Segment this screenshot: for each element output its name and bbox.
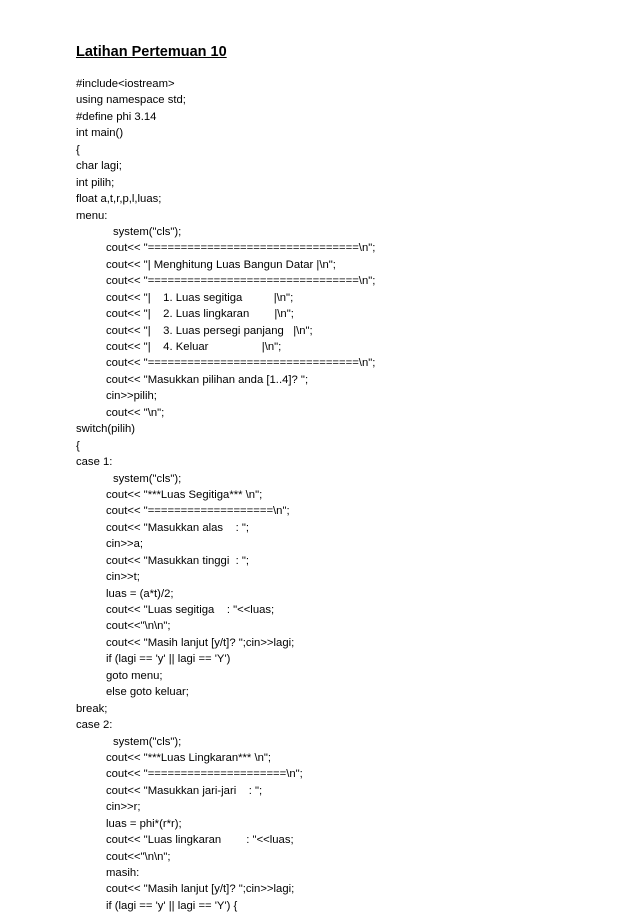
code-line: cout<< "Masukkan jari-jari : "; [106,784,263,797]
code-line: { [76,143,80,156]
code-line: luas = (a*t)/2; [106,587,174,600]
code-line: cout<< "Luas segitiga : "<<luas; [106,604,275,616]
code-line: cout<< "| 3. Luas persegi panjang |\n"; [106,324,313,337]
code-line: { [76,439,80,452]
code-line: cout<< "================================\n"; [106,242,376,255]
code-line: cout<<"\n\n"; [106,620,171,633]
code-line: cout<< "| 4. Keluar |\n"; [106,341,282,353]
code-line: case 1: [76,456,113,469]
code-listing [76,76,375,914]
code-line: cout<< "***Luas Lingkaran*** \n"; [106,751,272,764]
code-line: cout<< "=====================\n"; [106,768,303,781]
code-line: cout<< "Masukkan pilihan anda [1..4]? "; [106,373,309,386]
page-title: Latihan Pertemuan 10 [76,44,227,60]
code-line: int pilih; [76,176,115,189]
code-line: cin>>t; [106,571,140,584]
code-line: #define phi 3.14 [76,110,157,123]
code-line: cout<< "| 2. Luas lingkaran |\n"; [106,308,294,321]
code-line: using namespace std; [76,94,186,107]
code-line: cout<< "Luas lingkaran : "<<luas; [106,834,294,847]
code-line: else goto keluar; [106,686,189,699]
code-line: cin>>pilih; [106,390,157,403]
code-line: if (lagi == 'y' || lagi == 'Y') [106,653,231,666]
code-line: goto menu; [106,669,163,682]
code-line: case 2: [76,719,113,732]
code-line: system("cls"); [113,472,182,485]
code-line: cin>>r; [106,801,141,814]
code-line: cout<< "Masukkan tinggi : "; [106,554,250,567]
code-line: cout<< "================================\n"; [106,275,376,288]
code-line: system("cls"); [113,225,182,238]
code-line: float a,t,r,p,l,luas; [76,193,162,206]
code-line: #include<iostream> [76,78,175,90]
code-line: cout<< "Masukkan alas : "; [106,521,250,534]
code-line: system("cls"); [113,735,182,748]
code-line: cout<< "===================\n"; [106,505,290,518]
code-line: cin>>a; [106,538,144,551]
code-line: cout<<"\n\n"; [106,850,171,863]
code-line: masih: [106,867,140,879]
code-line: int main() [76,127,124,140]
code-line: cout<< "\n"; [106,406,165,419]
code-line: cout<< "Masih lanjut [y/t]? ";cin>>lagi; [106,883,295,896]
code-line: cout<< "Masih lanjut [y/t]? ";cin>>lagi; [106,636,295,649]
code-line: cout<< "| 1. Luas segitiga |\n"; [106,291,294,304]
code-line: if (lagi == 'y' || lagi == 'Y') { [106,899,238,912]
code-line: cout<< "================================\n"; [106,357,376,370]
code-line: cout<< "***Luas Segitiga*** \n"; [106,488,263,501]
code-line: menu: [76,209,108,222]
code-line: cout<< "| Menghitung Luas Bangun Datar |\n"; [106,258,336,271]
code-line: break; [76,702,108,715]
code-line: luas = phi*(r*r); [106,817,182,830]
code-line: switch(pilih) [76,423,136,436]
code-line: char lagi; [76,160,122,173]
